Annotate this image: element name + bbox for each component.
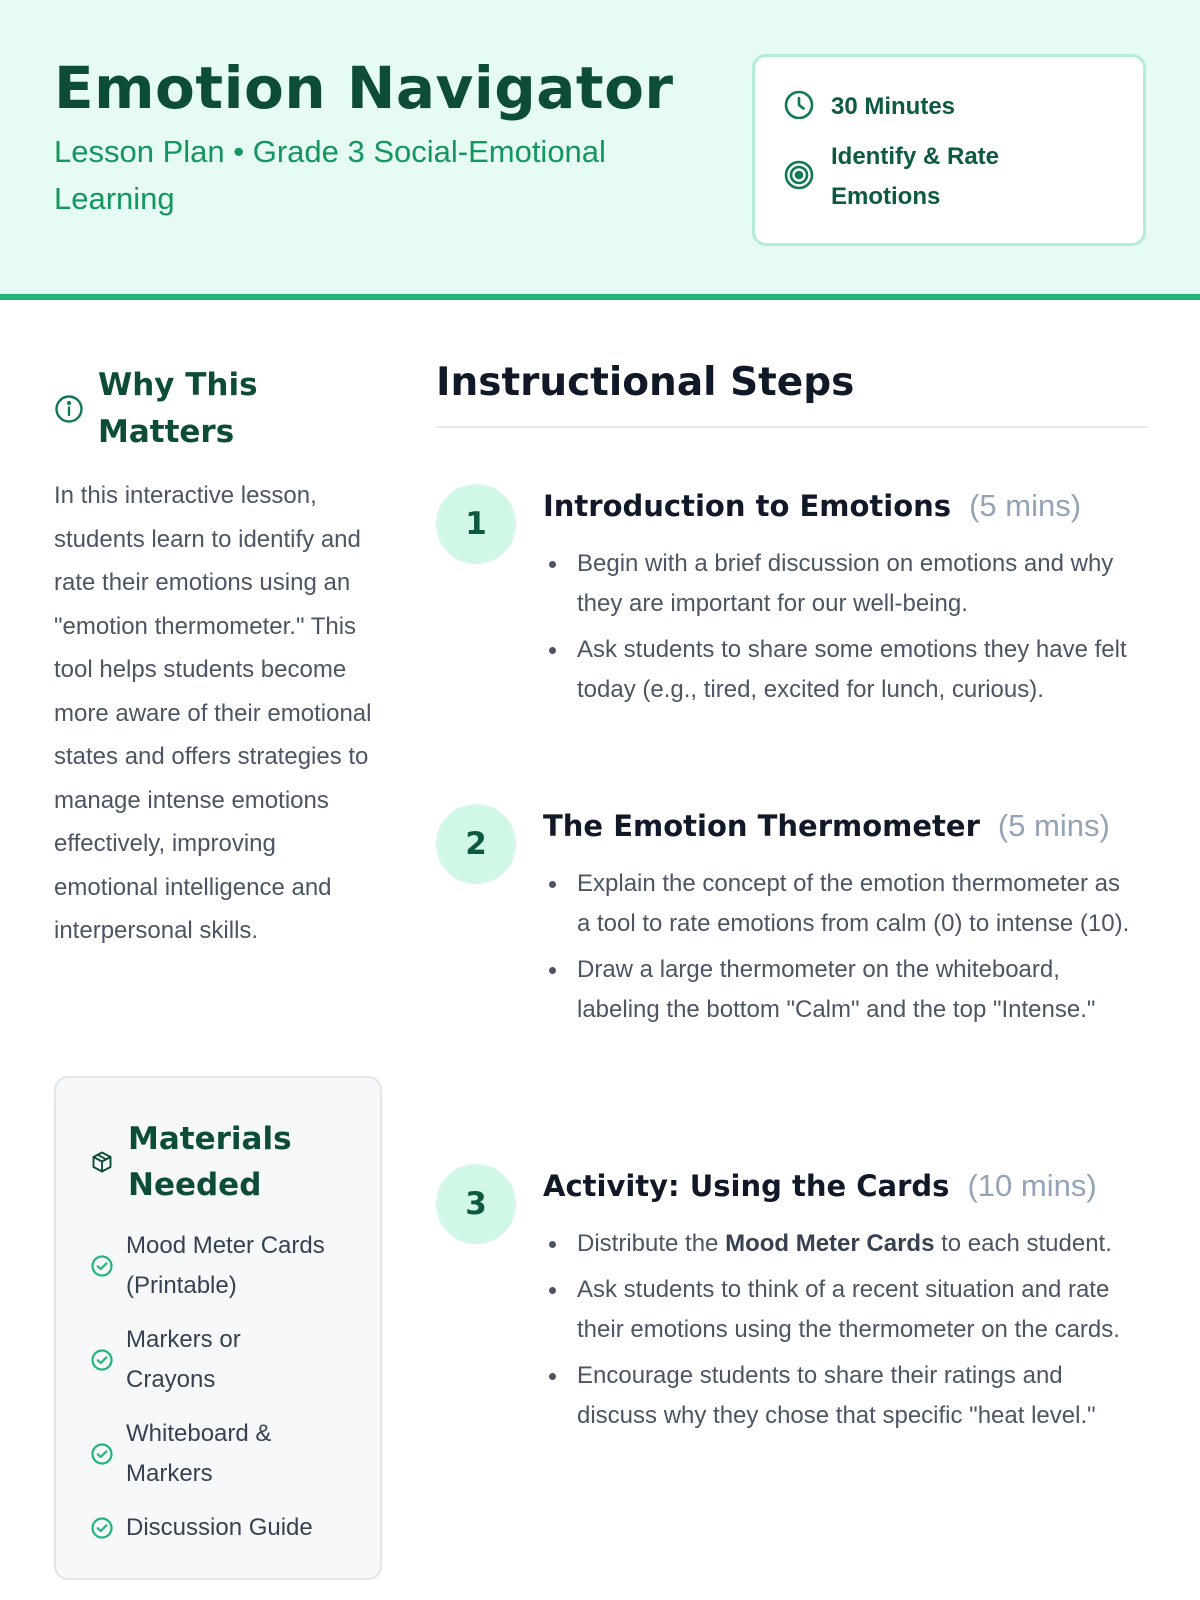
materials-list <box>90 1226 370 1562</box>
material-item <box>90 1508 370 1548</box>
info-icon <box>54 394 84 424</box>
step-bullet: Draw a large thermometer on the whiteboard, labeling the bottom "Calm" and the top "Intense." <box>543 950 1135 1030</box>
material-label: Discussion Guide <box>126 1514 313 1541</box>
check-circle-icon <box>90 1348 114 1372</box>
materials-header <box>90 1116 348 1208</box>
material-label: Markers or Crayons <box>126 1326 241 1393</box>
step-bullet: Begin with a brief discussion on emotions and why they are important for our well-being. <box>543 544 1135 624</box>
page-subtitle: Lesson Plan • Grade 3 Social-Emotional Learning <box>54 134 606 216</box>
lesson-meta-card <box>752 54 1146 246</box>
page-title: Emotion Navigator <box>54 54 674 122</box>
materials-title: Materials Needed <box>128 1121 292 1203</box>
step-number-badge: 3 <box>436 1164 516 1244</box>
steps-divider <box>436 426 1148 428</box>
step-bullet: Ask students to think of a recent situation and rate their emotions using the thermometer on the cards. <box>543 1270 1135 1350</box>
material-item <box>90 1414 370 1494</box>
step-duration: (5 mins) <box>969 488 1082 523</box>
material-label: Mood Meter Cards (Printable) <box>126 1232 325 1299</box>
step-title: Introduction to Emotions <box>543 489 952 523</box>
steps-title: Instructional Steps <box>436 360 855 405</box>
duration-text: 30 Minutes <box>831 93 956 120</box>
bullet-text-bold: Mood Meter Cards <box>725 1230 935 1257</box>
step-number-badge: 1 <box>436 484 516 564</box>
material-label: Whiteboard & Markers <box>126 1420 272 1487</box>
step-bullets <box>543 544 1135 716</box>
step-duration: (10 mins) <box>967 1168 1097 1203</box>
clock-icon <box>783 87 815 119</box>
target-icon <box>783 159 815 191</box>
step-bullets <box>543 1224 1135 1442</box>
step-bullet: Encourage students to share their ratings and discuss why they chose that specific "heat level." <box>543 1356 1135 1436</box>
check-circle-icon <box>90 1442 114 1466</box>
step-header <box>543 1168 1097 1204</box>
why-body-text: In this interactive lesson, students learn to identify and rate their emotions using an "emotion thermometer." This tool helps students become more aware of their emotional states and offers strategies to manage intense emotions effectively, improving emotional intelligence and interpersonal skills. <box>54 482 372 944</box>
step-bullets <box>543 864 1135 1036</box>
objective-row <box>783 137 1051 217</box>
box-icon <box>90 1150 114 1174</box>
step-title: Activity: Using the Cards <box>543 1169 950 1203</box>
material-item <box>90 1320 370 1400</box>
header-banner <box>0 0 1200 300</box>
check-circle-icon <box>90 1254 114 1278</box>
why-title: Why This Matters <box>98 367 258 450</box>
step-header <box>543 808 1110 844</box>
step-bullet: Ask students to share some emotions they have felt today (e.g., tired, excited for lunch, curious). <box>543 630 1135 710</box>
check-circle-icon <box>90 1516 114 1540</box>
step-header <box>543 488 1081 524</box>
step-duration: (5 mins) <box>997 808 1110 843</box>
duration-row <box>783 87 955 127</box>
objective-text: Identify & Rate Emotions <box>831 143 1000 210</box>
step-bullet: Explain the concept of the emotion thermometer as a tool to rate emotions from calm (0) to intense (10). <box>543 864 1135 944</box>
bullet-text-before: Distribute the <box>577 1230 726 1257</box>
materials-card <box>54 1076 382 1580</box>
bullet-text-after: to each student. <box>934 1230 1112 1257</box>
why-section-header <box>54 362 318 456</box>
material-item <box>90 1226 370 1306</box>
step-bullet <box>543 1224 1135 1264</box>
step-title: The Emotion Thermometer <box>543 809 980 843</box>
step-number-badge: 2 <box>436 804 516 884</box>
